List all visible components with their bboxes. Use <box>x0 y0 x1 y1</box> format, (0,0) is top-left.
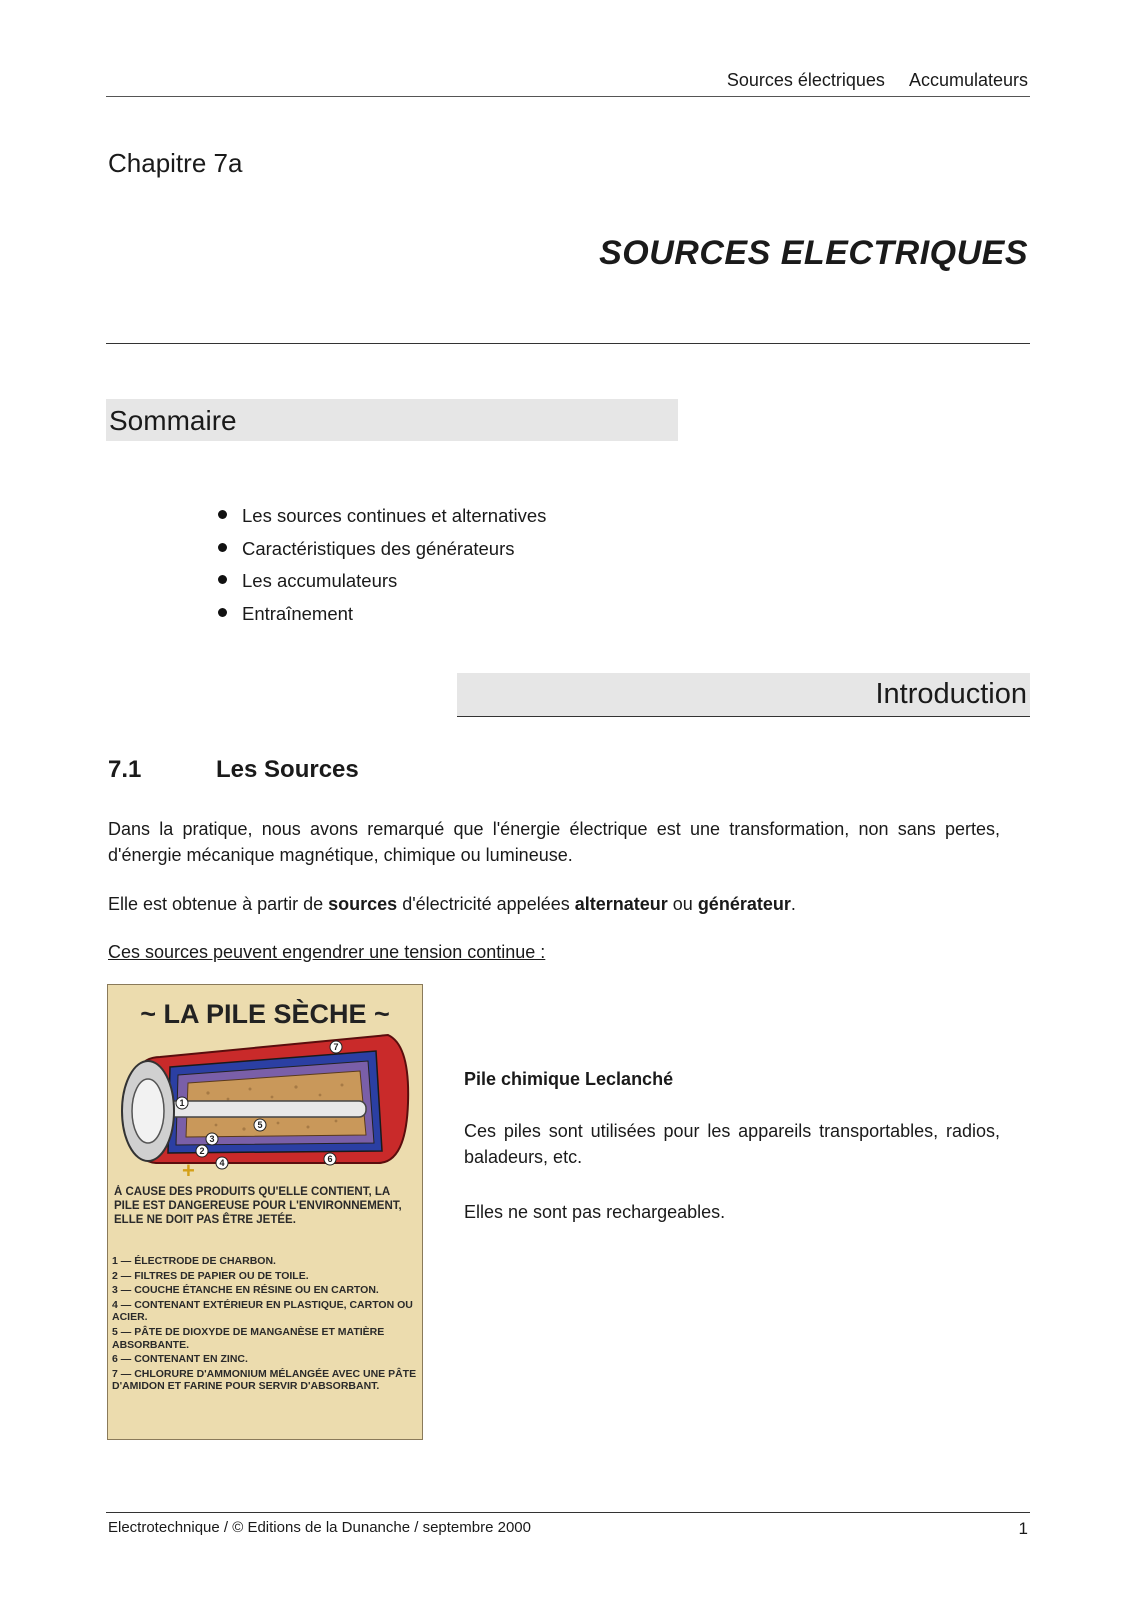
page-number: 1 <box>1018 1519 1028 1538</box>
plus-sign: + <box>182 1158 195 1183</box>
legend-item: 2 — FILTRES DE PAPIER OU DE TOILE. <box>112 1269 309 1282</box>
header-subsection: Accumulateurs <box>908 70 1028 90</box>
figure-caption-usage: Ces piles sont utilisées pour les appareils transportables, radios, baladeurs, etc. <box>464 1121 1000 1167</box>
sommaire-list <box>216 500 546 630</box>
introduction-heading-box <box>457 673 1030 717</box>
marker-number: 6 <box>327 1154 333 1164</box>
figure-caption-note: Elles ne sont pas rechargeables. <box>464 1202 726 1222</box>
marker-number: 4 <box>219 1158 225 1168</box>
sommaire-heading: Sommaire <box>109 405 237 436</box>
figure-warning: À CAUSE DES PRODUITS QU'ELLE CONTIENT, LA PILE EST DANGEREUSE POUR L'ENVIRONNEMENT, ELLE NE DOIT PAS ÊTRE JETÉE. <box>114 1186 402 1226</box>
marker-number: 5 <box>257 1120 263 1130</box>
figure-caption-title: Pile chimique Leclanché <box>464 1069 674 1089</box>
legend-item: 4 — CONTENANT EXTÉRIEUR EN PLASTIQUE, CARTON OU ACIER. <box>112 1298 413 1324</box>
footer-divider <box>106 1512 1030 1513</box>
paragraph-energy: Dans la pratique, nous avons remarqué que l'énergie électrique est une transformation, non sans pertes, d'énergie mécanique magnétique, chimique ou lumineuse. <box>108 819 1000 865</box>
legend-item: 6 — CONTENANT EN ZINC. <box>112 1353 248 1366</box>
dry-cell-illustration <box>107 984 423 1440</box>
footer-credits: Electrotechnique / © Editions de la Dunanche / septembre 2000 <box>108 1519 531 1536</box>
list-item: Entraînement <box>216 598 546 631</box>
header-section: Sources électriques <box>726 70 885 90</box>
paragraph-sources: Elle est obtenue à partir de sources d'électricité appelées alternateur ou générateur. <box>108 894 796 914</box>
legend-item: 5 — PÂTE DE DIOXYDE DE MANGANÈSE ET MATIÈRE ABSORBANTE. <box>112 1325 385 1351</box>
marker-number: 7 <box>333 1042 339 1052</box>
chapter-label: Chapitre 7a <box>108 148 243 178</box>
page-title: SOURCES ELECTRIQUES <box>599 234 1028 272</box>
introduction-heading: Introduction <box>875 678 1027 710</box>
legend-item: 3 — COUCHE ÉTANCHE EN RÉSINE OU EN CARTON. <box>112 1284 379 1297</box>
list-item: Les accumulateurs <box>216 565 546 598</box>
legend-item: 1 — ÉLECTRODE DE CHARBON. <box>112 1255 276 1267</box>
title-divider <box>106 343 1030 344</box>
section-title: Les Sources <box>216 756 359 783</box>
header-labels <box>727 70 1028 91</box>
sommaire-heading-box <box>106 399 678 441</box>
list-item: Les sources continues et alternatives <box>216 500 546 533</box>
section-number: 7.1 <box>108 756 142 783</box>
page-header <box>106 70 1030 97</box>
paragraph-dc-intro: Ces sources peuvent engendrer une tension continue : <box>108 942 546 962</box>
list-item: Caractéristiques des générateurs <box>216 533 546 566</box>
marker-number: 2 <box>199 1146 205 1156</box>
marker-number: 1 <box>179 1098 185 1108</box>
figure-title: ~ LA PILE SÈCHE ~ <box>140 999 390 1029</box>
legend-item: 7 — CHLORURE D'AMMONIUM MÉLANGÉE AVEC UNE PÂTE D'AMIDON ET FARINE POUR SERVIR D'ABSORBANT. <box>112 1367 417 1393</box>
marker-number: 3 <box>209 1134 215 1144</box>
